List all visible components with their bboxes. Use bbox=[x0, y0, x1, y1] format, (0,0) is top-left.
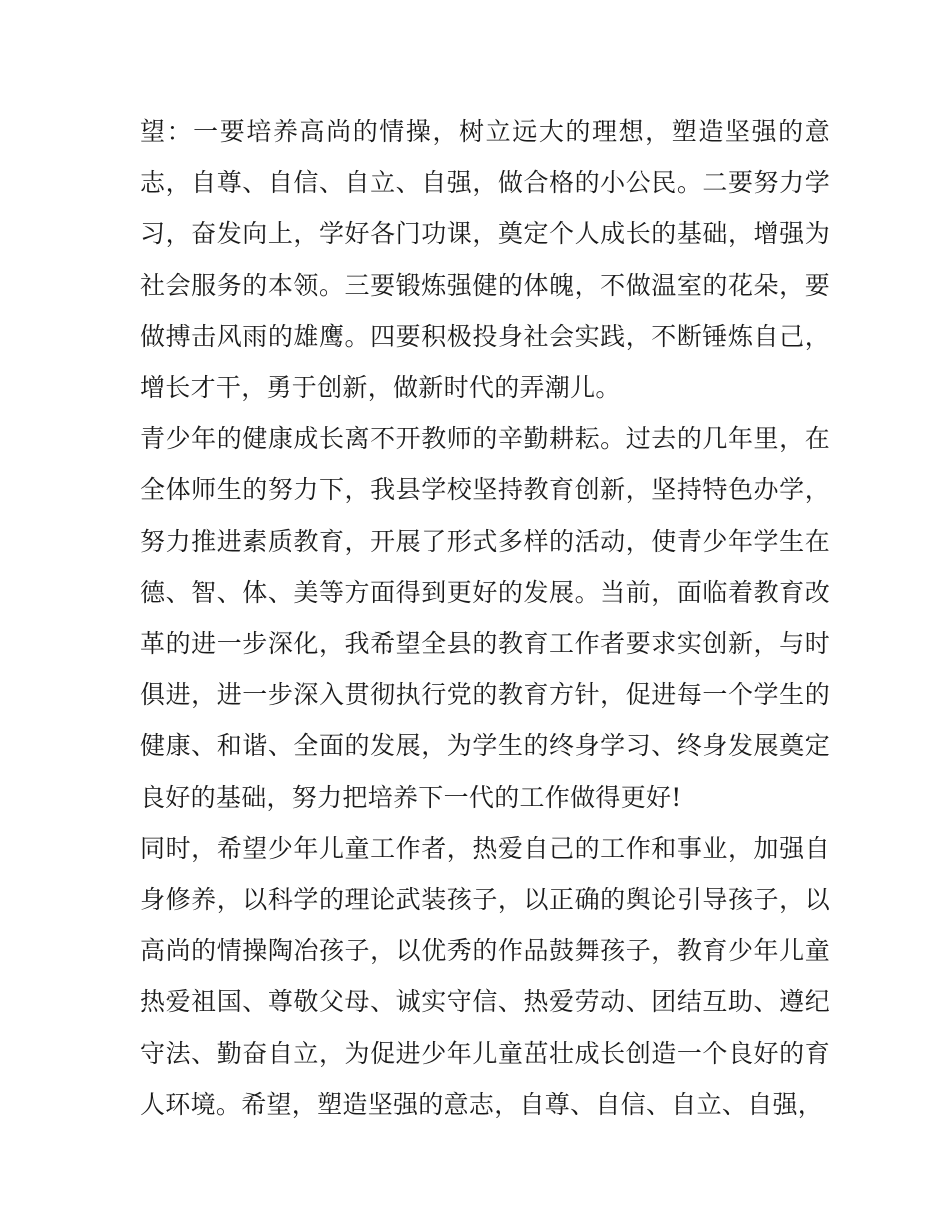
paragraph-3: 同时，希望少年儿童工作者，热爱自己的工作和事业，加强自身修养，以科学的理论武装孩子，以正确的舆论引导孩子，以高尚的情操陶冶孩子，以优秀的作品鼓舞孩子，教育少年儿童热爱祖国、尊敬父母、诚实守信、热爱劳动、团结互助、遵纪守法、勤奋自立，为促进少年儿童茁壮成长创造一个良好的育人环境。希望，塑造坚强的意志，自尊、自信、自立、自强， bbox=[140, 833, 830, 1119]
paragraph-2: 青少年的健康成长离不开教师的辛勤耕耘。过去的几年里，在全体师生的努力下，我县学校坚持教育创新，坚持特色办学，努力推进素质教育，开展了形式多样的活动，使青少年学生在德、智、体、美等方面得到更好的发展。当前，面临着教育改革的进一步深化，我希望全县的教育工作者要求实创新，与时俱进，进一步深入贯彻执行党的教育方针，促进每一个学生的健康、和谐、全面的发展，为学生的终身学习、终身发展奠定良好的基础，努力把培养下一代的工作做得更好! bbox=[140, 424, 830, 812]
body-text bbox=[140, 106, 830, 1130]
paragraph-1: 望：一要培养高尚的情操，树立远大的理想，塑造坚强的意志，自尊、自信、自立、自强，做合格的小公民。二要努力学习，奋发向上，学好各门功课，奠定个人成长的基础，增强为社会服务的本领。三要锻炼强健的体魄，不做温室的花朵，要做搏击风雨的雄鹰。四要积极投身社会实践，不断锤炼自己，增长才干，勇于创新，做新时代的弄潮儿。 bbox=[140, 117, 830, 403]
